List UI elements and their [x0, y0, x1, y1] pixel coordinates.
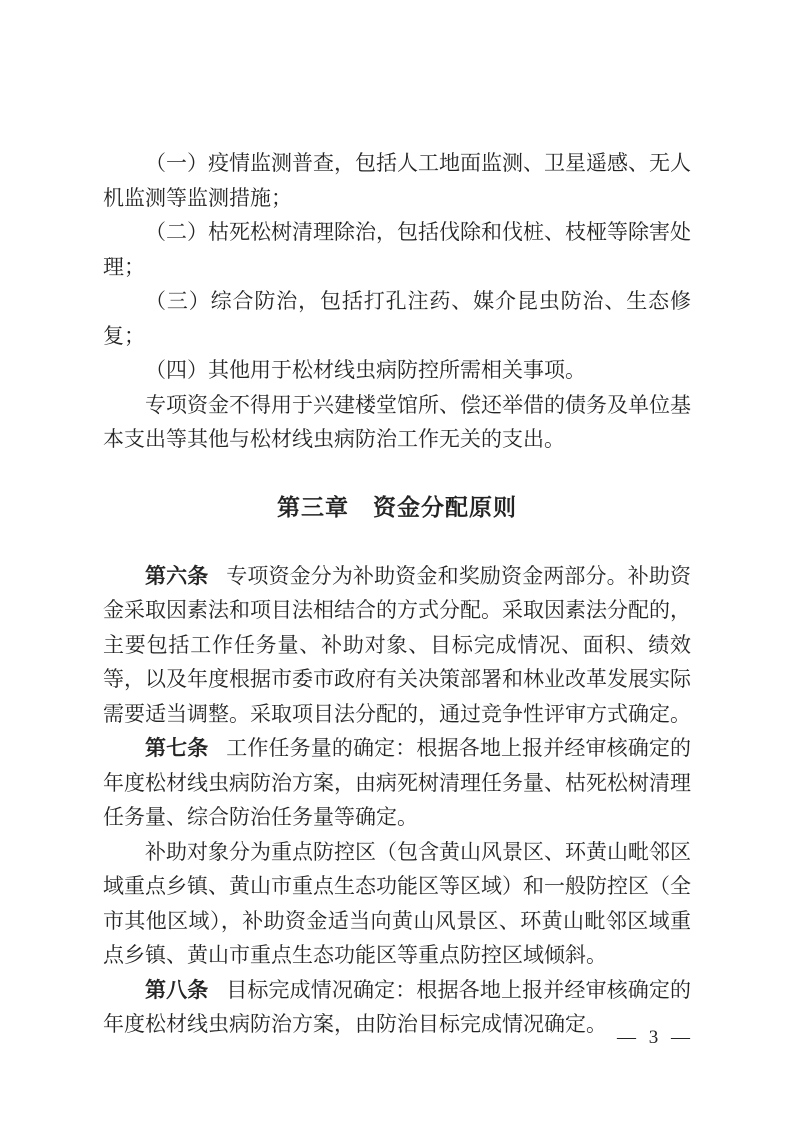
article-paragraph — [103, 559, 691, 732]
article-label: 第八条 — [145, 977, 209, 1002]
paragraph: （一）疫情监测普查，包括人工地面监测、卫星遥感、无人机监测等监测措施； — [103, 151, 691, 210]
article-text: 目标完成情况确定：根据各地上报并经审核确定的年度松材线虫病防治方案，由防治目标完成情况确定。 — [103, 977, 692, 1036]
article-text: 工作任务量的确定：根据各地上报并经审核确定的年度松材线虫病防治方案，由病死树清理任务量、枯死松树清理任务量、综合防治任务量等确定。 — [103, 736, 692, 829]
paragraph: 补助对象分为重点防控区（包含黄山风景区、环黄山毗邻区域重点乡镇、黄山市重点生态功能区等区域）和一般防控区（全市其他区域），补助资金适当向黄山风景区、环黄山毗邻区域重点乡镇、黄山市重点生态功能区等重点防控区域倾斜。 — [103, 839, 691, 967]
article-label: 第七条 — [145, 736, 209, 760]
paragraph: （四）其他用于松材线虫病防控所需相关事项。 — [145, 358, 586, 382]
article-paragraph — [103, 973, 691, 1042]
page-number: — 3 — — [617, 1027, 690, 1048]
paragraph: （三）综合防治，包括打孔注药、媒介昆虫防治、生态修复； — [103, 289, 691, 348]
article-paragraph — [103, 731, 691, 835]
document-body — [103, 146, 691, 1042]
article-label: 第六条 — [145, 563, 209, 588]
paragraph: （二）枯死松树清理除治，包括伐除和伐桩、枝桠等除害处理； — [103, 220, 691, 279]
chapter-heading: 第三章 资金分配原则 — [277, 493, 517, 520]
paragraph: 专项资金不得用于兴建楼堂馆所、偿还举借的债务及单位基本支出等其他与松材线虫病防治工作无关的支出。 — [103, 392, 691, 451]
article-text: 专项资金分为补助资金和奖励资金两部分。补助资金采取因素法和项目法相结合的方式分配。采取因素法分配的，主要包括工作任务量、补助对象、目标完成情况、面积、绩效等，以及年度根据市委市政府有关决策部署和林业改革发展实际需要适当调整。采取项目法分配的，通过竞争性评审方式确定。 — [103, 563, 692, 726]
